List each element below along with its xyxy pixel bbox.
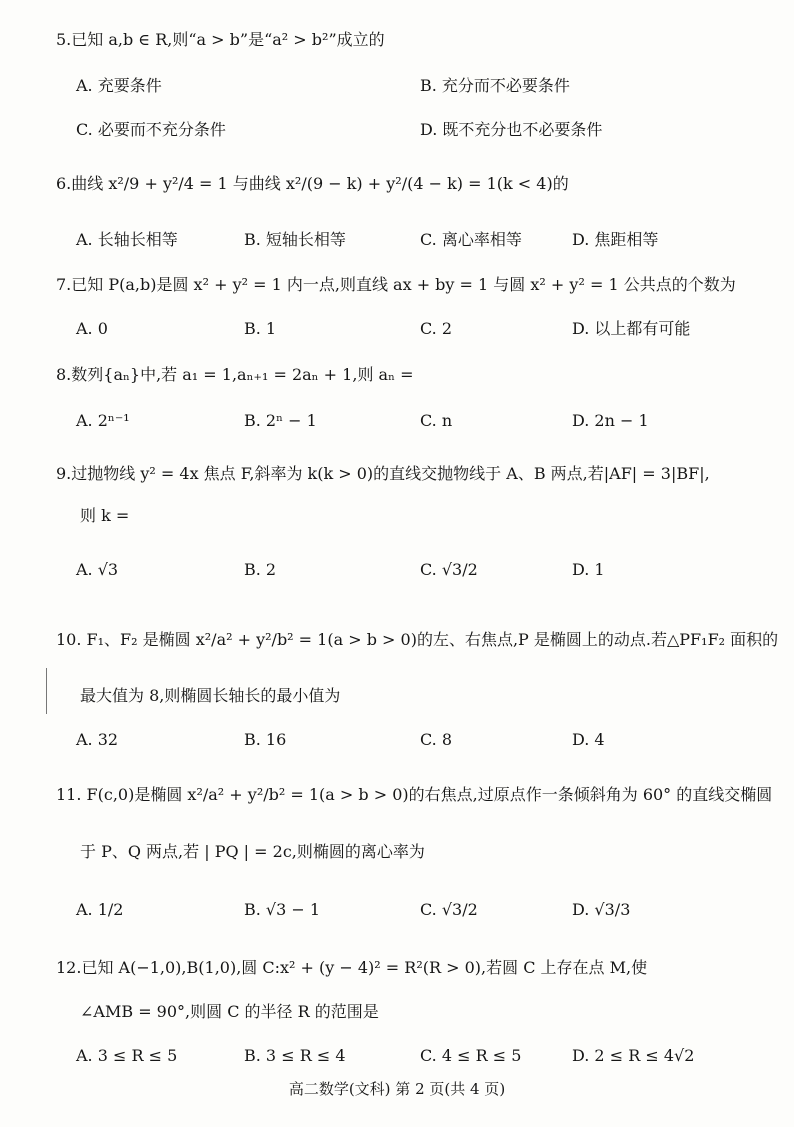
q10-option-a: A. 32 [76,730,119,749]
q8-option-a: A. 2ⁿ⁻¹ [76,411,130,430]
question-12-stem: 12.已知 A(−1,0),B(1,0),圆 C:x² + (y − 4)² = R²(R > 0),若圆 C 上存在点 M,使 [56,958,648,977]
q12-option-d: D. 2 ≤ R ≤ 4√2 [572,1046,695,1065]
q11-option-d: D. √3/3 [572,900,631,919]
q5-option-a: A. 充要条件 [76,76,162,95]
q6-option-a: A. 长轴长相等 [76,230,178,249]
question-11-options [76,888,756,932]
q8-option-c: C. n [420,411,453,430]
q11-option-b: B. √3 − 1 [244,900,321,919]
q12-option-c: C. 4 ≤ R ≤ 5 [420,1046,522,1065]
q10-option-d: D. 4 [572,730,605,749]
question-5-options-row1 [76,74,756,98]
q10-option-c: C. 8 [420,730,453,749]
question-5-stem: 5.已知 a,b ∈ R,则“a > b”是“a² > b²”成立的 [56,30,385,49]
q8-option-d: D. 2n − 1 [572,411,649,430]
question-9-options [76,548,756,592]
q6-option-b: B. 短轴长相等 [244,230,346,249]
question-7-options [76,317,756,341]
scan-edge-mark [46,668,47,714]
question-9-stem-cont: 则 k = [80,506,130,525]
q5-option-b: B. 充分而不必要条件 [420,76,570,95]
question-6-options [76,228,756,252]
question-5-options-row2 [76,118,756,142]
question-6-stem: 6.曲线 x²/9 + y²/4 = 1 与曲线 x²/(9 − k) + y²/(4 − k) = 1(k < 4)的 [56,174,569,193]
q7-option-b: B. 1 [244,319,277,338]
q10-option-b: B. 16 [244,730,287,749]
question-10-options [76,728,756,752]
page-footer: 高二数学(文科) 第 2 页(共 4 页) [288,1080,506,1098]
q11-option-a: A. 1/2 [76,900,124,919]
q9-option-c: C. √3/2 [420,560,478,579]
q6-option-d: D. 焦距相等 [572,230,659,249]
q7-option-c: C. 2 [420,319,453,338]
question-8-options [76,409,756,433]
question-9-stem: 9.过抛物线 y² = 4x 焦点 F,斜率为 k(k > 0)的直线交抛物线于 A、B 两点,若|AF| = 3|BF|, [56,464,710,483]
q7-option-d: D. 以上都有可能 [572,319,691,338]
q8-option-b: B. 2ⁿ − 1 [244,411,317,430]
question-10-stem: 10. F₁、F₂ 是椭圆 x²/a² + y²/b² = 1(a > b > 0)的左、右焦点,P 是椭圆上的动点.若△PF₁F₂ 面积的 [56,630,779,649]
q6-option-c: C. 离心率相等 [420,230,522,249]
question-11-stem: 11. F(c,0)是椭圆 x²/a² + y²/b² = 1(a > b > 0)的右焦点,过原点作一条倾斜角为 60° 的直线交椭圆 [56,785,773,804]
q9-option-b: B. 2 [244,560,277,579]
q12-option-b: B. 3 ≤ R ≤ 4 [244,1046,346,1065]
q11-option-c: C. √3/2 [420,900,478,919]
question-10-stem-cont: 最大值为 8,则椭圆长轴长的最小值为 [80,686,341,705]
question-12-stem-cont: ∠AMB = 90°,则圆 C 的半径 R 的范围是 [80,1002,379,1021]
question-11-stem-cont: 于 P、Q 两点,若 | PQ | = 2c,则椭圆的离心率为 [80,842,425,861]
q9-option-a: A. √3 [76,560,119,579]
q7-option-a: A. 0 [76,319,108,338]
q12-option-a: A. 3 ≤ R ≤ 5 [76,1046,178,1065]
q5-option-d: D. 既不充分也不必要条件 [420,120,603,139]
q5-option-c: C. 必要而不充分条件 [76,120,226,139]
question-12-options [76,1044,756,1068]
q9-option-d: D. 1 [572,560,605,579]
question-7-stem: 7.已知 P(a,b)是圆 x² + y² = 1 内一点,则直线 ax + by = 1 与圆 x² + y² = 1 公共点的个数为 [56,275,736,294]
question-8-stem: 8.数列{aₙ}中,若 a₁ = 1,aₙ₊₁ = 2aₙ + 1,则 aₙ = [56,365,414,384]
